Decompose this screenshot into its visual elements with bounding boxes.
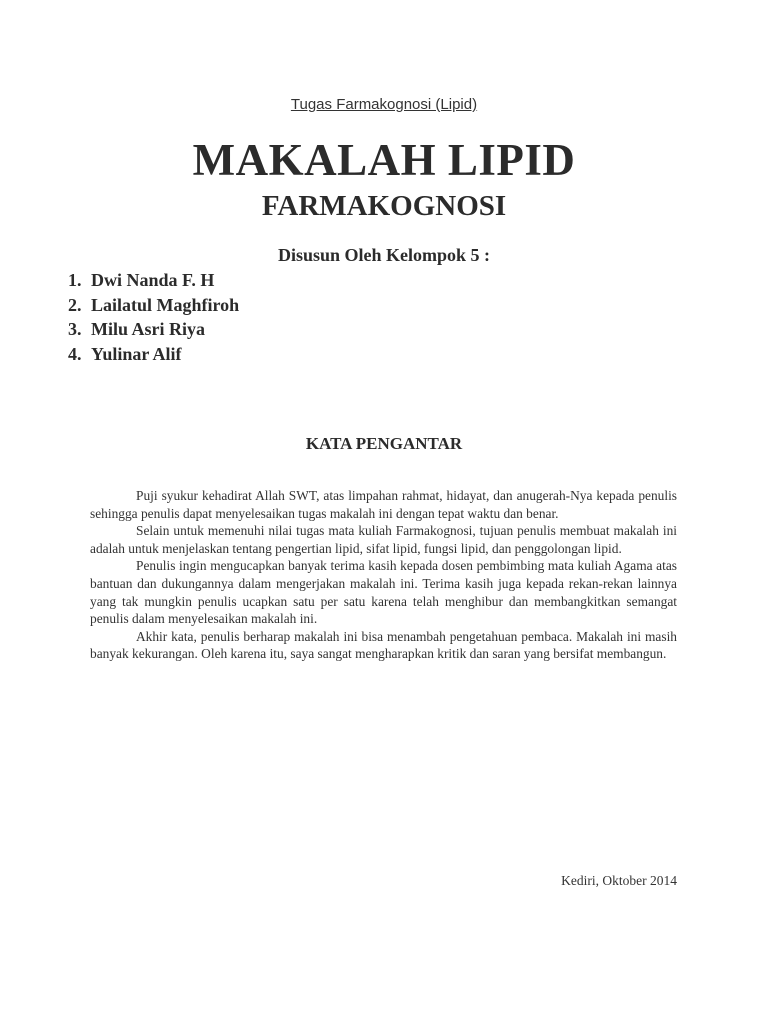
author-name: Milu Asri Riya: [91, 319, 206, 339]
author-name: Dwi Nanda F. H: [91, 270, 215, 290]
author-name: Lailatul Maghfiroh: [91, 294, 240, 315]
author-number: 1.: [68, 270, 82, 290]
preface-paragraph: Selain untuk memenuhi nilai tugas mata kuliah Farmakognosi, tujuan penulis membuat makalah ini adalah untuk menjelaskan tentang pengertian lipid, sifat lipid, fungsi lipid, dan penggolongan lipid.: [90, 523, 677, 556]
preface-paragraph: Akhir kata, penulis berharap makalah ini bisa menambah pengetahuan pembaca. Makalah ini masih banyak kekurangan. Oleh karena itu, saya sangat mengharapkan kritik dan saran yang bersifat membangun.: [90, 628, 677, 662]
preface-title: KATA PENGANTAR: [305, 434, 463, 453]
author-item: [68, 342, 239, 367]
authors-list: [68, 268, 239, 366]
preface-paragraph: Puji syukur kehadirat Allah SWT, atas limpahan rahmat, hidayat, dan anugerah-Nya kepada penulis sehingga penulis dapat menyelesaikan tugas makalah ini dengan tepat waktu dan benar.: [90, 488, 677, 521]
author-item: [68, 293, 239, 318]
author-number: 3.: [68, 319, 82, 339]
authors-heading: Disusun Oleh Kelompok 5 :: [277, 245, 491, 265]
author-number: 2.: [68, 294, 82, 315]
page-subtitle: FARMAKOGNOSI: [261, 190, 507, 222]
author-item: [68, 268, 239, 293]
preface-paragraph: Penulis ingin mengucapkan banyak terima kasih kepada dosen pembimbing mata kuliah Agama atas bantuan dan dukungannya dalam mengerjakan makalah ini. Terima kasih juga kepada rekan-rekan lainnya yang tak mungkin penulis ucapkan satu per satu karena telah menghibur dan membangkitkan semangat penulis dalam menyelesaikan makalah ini.: [90, 558, 677, 627]
page-title: MAKALAH LIPID: [192, 135, 576, 185]
course-label[interactable]: Tugas Farmakognosi (Lipid): [290, 96, 478, 113]
author-name: Yulinar Alif: [91, 343, 182, 364]
author-number: 4.: [68, 343, 82, 364]
preface-body: [90, 487, 677, 663]
signature-place-date: Kediri, Oktober 2014: [561, 873, 677, 888]
author-item: [68, 317, 239, 342]
